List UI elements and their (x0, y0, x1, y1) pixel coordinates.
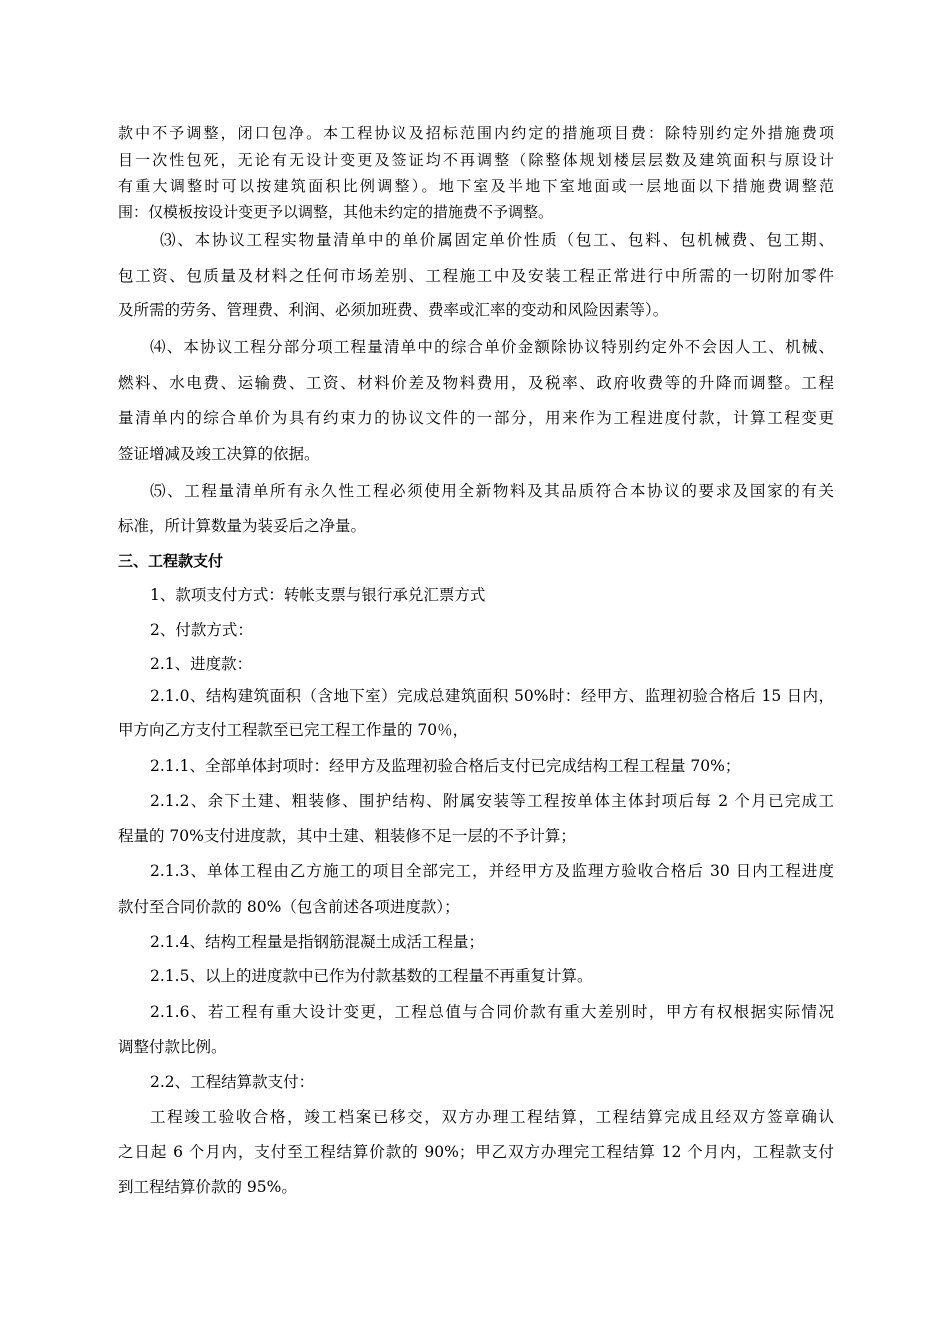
text-line: 标准，所计算数量为装妥后之净量。 (118, 517, 367, 535)
text-line: 包工资、包质量及材料之任何市场差别、工程施工中及安装工程正常进行中所需的一切附加零件 (118, 267, 834, 285)
settlement-payment-line: 2.2、工程结算款支付： (150, 1073, 315, 1091)
text-line: 调整付款比例。 (118, 1038, 227, 1056)
text-line: ⑸、工程量清单所有永久性工程必须使用全新物料及其品质符合本协议的要求及国家的有关 (150, 482, 834, 500)
text-line: 工程竣工验收合格，竣工档案已移交，双方办理工程结算，工程结算完成且经双方签章确认 (150, 1108, 834, 1126)
text-line: 燃料、水电费、运输费、工资、材料价差及物料费用，及税率、政府收费等的升降而调整。工程 (118, 374, 834, 392)
text-line: ⑶、本协议工程实物量清单中的单价属固定单价性质（包工、包料、包机械费、包工期、 (160, 231, 834, 249)
text-line: 2.1.6、若工程有重大设计变更，工程总值与合同价款有重大差别时，甲方有权根据实际情况 (150, 1003, 834, 1021)
text-line: 量清单内的综合单价为具有约束力的协议文件的一部分，用来作为工程进度付款，计算工程变更 (118, 409, 834, 427)
text-line: 目一次性包死，无论有无设计变更及签证均不再调整（除整体规划楼层层数及建筑面积与原设计 (118, 151, 834, 169)
clause-2-1-4: 2.1.4、结构工程量是指钢筋混凝土成活工程量； (150, 933, 484, 951)
text-line: 围：仅模板按设计变更予以调整，其他未约定的措施费不予调整。 (118, 203, 554, 221)
text-line: 2.1.0、结构建筑面积（含地下室）完成总建筑面积 50%时：经甲方、监理初验合格后 15 日内， (150, 687, 834, 705)
payment-method-line: 1、款项支付方式：转帐支票与银行承兑汇票方式 (150, 586, 486, 604)
progress-payment-line: 2.1、进度款： (150, 655, 253, 673)
clause-2-1-1: 2.1.1、全部单体封项时：经甲方及监理初验合格后支付已完成结构工程工程量 70%； (150, 757, 741, 775)
clause-2-1-5: 2.1.5、以上的进度款中已作为付款基数的工程量不再重复计算。 (150, 967, 593, 985)
text-line: 程量的 70%支付进度款，其中土建、粗装修不足一层的不予计算； (118, 827, 576, 845)
text-line: 2.1.3、单体工程由乙方施工的项目全部完工，并经甲方及监理方验收合格后 30 日内工程进度 (150, 862, 834, 880)
text-line: 到工程结算价款的 95%。 (118, 1178, 297, 1196)
payment-mode-line: 2、付款方式： (150, 621, 253, 639)
text-line: ⑷、本协议工程分部分项工程量清单中的综合单价金额除协议特别约定外不会因人工、机械、 (150, 338, 834, 356)
text-line: 款中不予调整，闭口包净。本工程协议及招标范围内约定的措施项目费：除特别约定外措施费项 (118, 124, 834, 142)
text-line: 有重大调整时可以按建筑面积比例调整）。地下室及半地下室地面或一层地面以下措施费调整范 (118, 177, 834, 195)
section-heading: 三、工程款支付 (118, 552, 224, 570)
text-line: 签证增减及竣工决算的依据。 (118, 445, 320, 463)
text-line: 款付至合同价款的 80%（包含前述各项进度款）； (118, 898, 460, 916)
text-line: 2.1.2、余下土建、粗装修、围护结构、附属安装等工程按单体主体封项后每 2 个月已完成工 (150, 792, 834, 810)
text-line: 甲方向乙方支付工程款至已完工程工作量的 70％， (118, 721, 469, 739)
text-line: 之日起 6 个月内，支付至工程结算价款的 90%；甲乙双方办理完工程结算 12 个月内，工程款支付 (118, 1143, 834, 1161)
text-line: 及所需的劳务、管理费、利润、必须加班费、费率或汇率的变动和风险因素等）。 (118, 301, 669, 319)
